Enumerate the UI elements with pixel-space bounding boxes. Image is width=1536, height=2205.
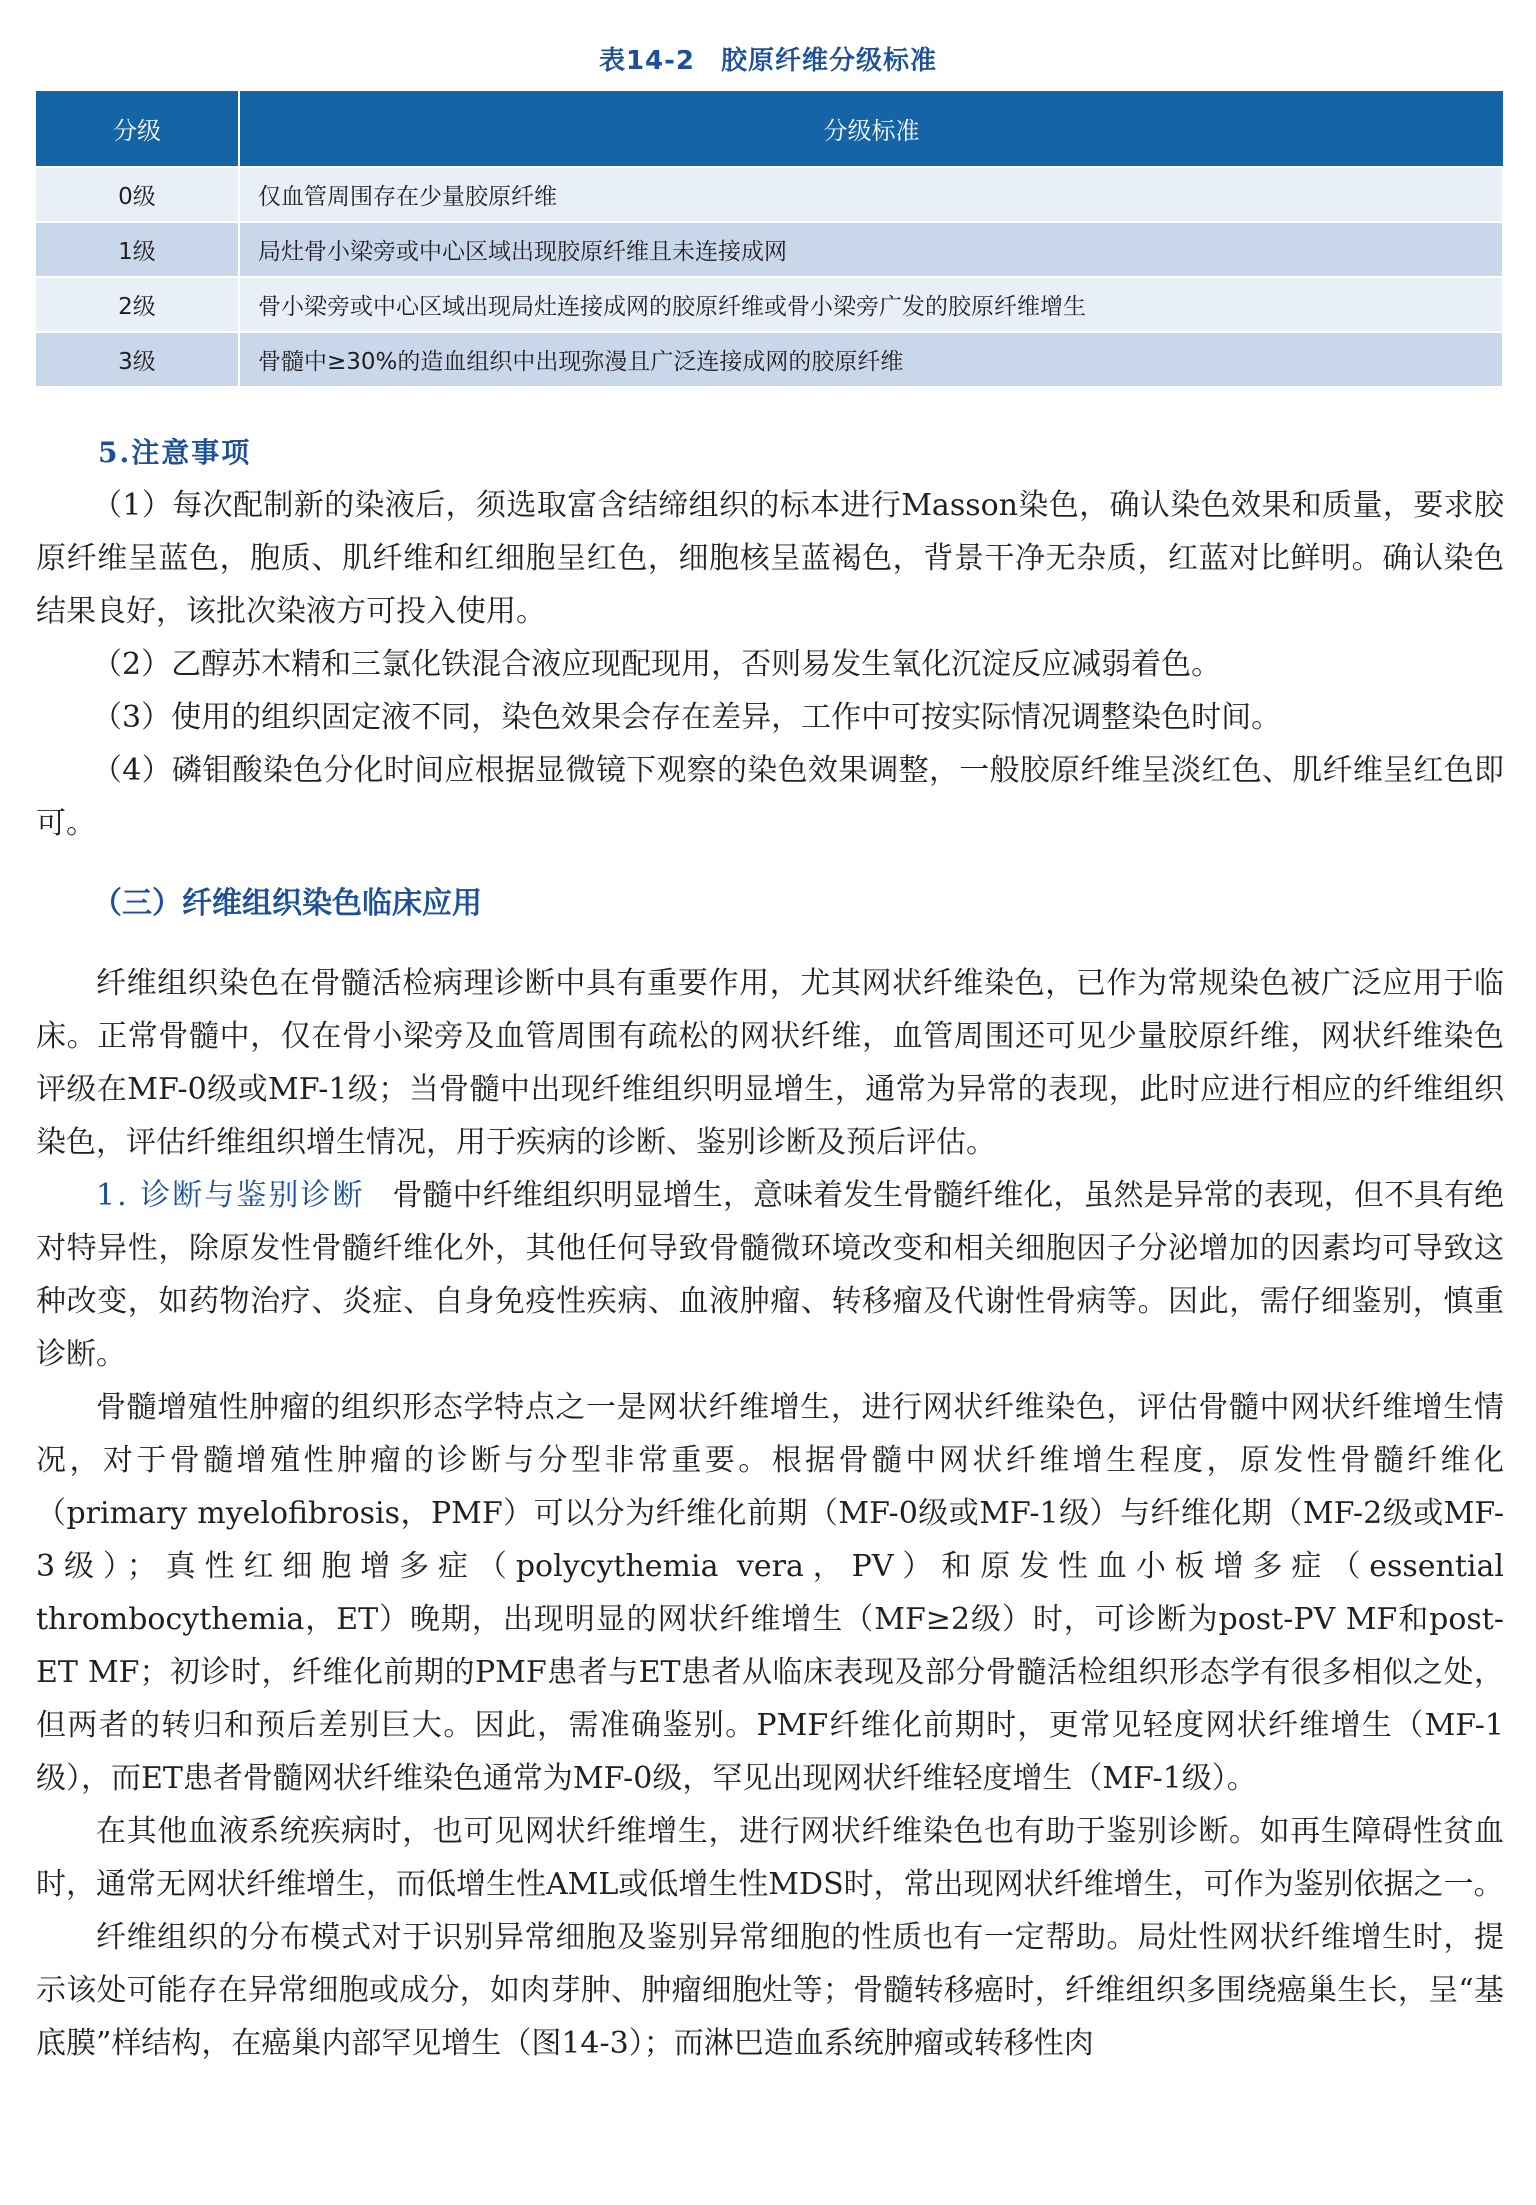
section-heading: （三）纤维组织染色临床应用	[92, 886, 482, 921]
criteria-cell: 骨髓中≥30%的造血组织中出现弥漫且广泛连接成网的胶原纤维	[239, 332, 1503, 386]
table-row	[36, 332, 1503, 386]
grade-cell: 3级	[36, 332, 239, 386]
notes-item-3: （3）使用的组织固定液不同，染色效果会存在差异，工作中可按实际情况调整染色时间。	[92, 700, 1282, 735]
criteria-cell: 仅血管周围存在少量胶原纤维	[239, 167, 1503, 222]
subsection-heading: 1. 诊断与鉴别诊断	[96, 1178, 365, 1213]
body-text	[36, 426, 1504, 2070]
criteria-cell: 骨小梁旁或中心区域出现局灶连接成网的胶原纤维或骨小梁旁广发的胶原纤维增生	[239, 277, 1503, 332]
grade-cell: 0级	[36, 167, 239, 222]
table-number: 表14-2	[598, 46, 696, 76]
notes-item-2: （2）乙醇苏木精和三氯化铁混合液应现配现用，否则易发生氧化沉淀反应减弱着色。	[92, 647, 1222, 682]
table-title: 胶原纤维分级标准	[721, 46, 938, 76]
section-paragraph-2: 骨髓增殖性肿瘤的组织形态学特点之一是网状纤维增生，进行网状纤维染色，评估骨髓中网状纤维增生情况，对于骨髓增殖性肿瘤的诊断与分型非常重要。根据骨髓中网状纤维增生程度，原发性骨髓纤维化（primary myelofibrosis，PMF）可以分为纤维化前期（MF-0级或MF-1级）与纤维化期（MF-2级或MF-3级）；真性红细胞增多症（polycythemia vera，PV）和原发性血小板增多症（essential thrombocythemia，ET）晚期，出现明显的网状纤维增生（MF≥2级）时，可诊断为post-PV MF和post-ET MF；初诊时，纤维化前期的PMF患者与ET患者从临床表现及部分骨髓活检组织形态学有很多相似之处，但两者的转归和预后差别巨大。因此，需准确鉴别。PMF纤维化前期时，更常见轻度网状纤维增生（MF-1级），而ET患者骨髓网状纤维染色通常为MF-0级，罕见出现网状纤维轻度增生（MF-1级）。	[36, 1390, 1504, 1796]
grade-cell: 2级	[36, 277, 239, 332]
header-grade: 分级	[36, 91, 239, 167]
notes-item-1: （1）每次配制新的染液后，须选取富含结缔组织的标本进行Masson染色，确认染色效果和质量，要求胶原纤维呈蓝色，胞质、肌纤维和红细胞呈红色，细胞核呈蓝褐色，背景干净无杂质，红蓝对比鲜明。确认染色结果良好，该批次染液方可投入使用。	[36, 488, 1504, 629]
table-caption	[0, 40, 1536, 77]
section-paragraph-3: 在其他血液系统疾病时，也可见网状纤维增生，进行网状纤维染色也有助于鉴别诊断。如再生障碍性贫血时，通常无网状纤维增生，而低增生性AML或低增生性MDS时，常出现网状纤维增生，可作为鉴别依据之一。	[36, 1814, 1504, 1902]
subsection-paragraph	[36, 1169, 1504, 1381]
criteria-cell: 局灶骨小梁旁或中心区域出现胶原纤维且未连接成网	[239, 222, 1503, 277]
table-row	[36, 277, 1503, 332]
section-paragraph-4: 纤维组织的分布模式对于识别异常细胞及鉴别异常细胞的性质也有一定帮助。局灶性网状纤维增生时，提示该处可能存在异常细胞或成分，如肉芽肿、肿瘤细胞灶等；骨髓转移癌时，纤维组织多围绕癌巢生长，呈“基底膜”样结构，在癌巢内部罕见增生（图14-3）；而淋巴造血系统肿瘤或转移性肉	[36, 1920, 1504, 2061]
grade-cell: 1级	[36, 222, 239, 277]
table-row	[36, 222, 1503, 277]
notes-heading: 5.注意事项	[98, 436, 252, 469]
table-header-row	[36, 91, 1503, 167]
subsection-text: 骨髓中纤维组织明显增生，意味着发生骨髓纤维化，虽然是异常的表现，但不具有绝对特异性，除原发性骨髓纤维化外，其他任何导致骨髓微环境改变和相关细胞因子分泌增加的因素均可导致这种改变，如药物治疗、炎症、自身免疫性疾病、血液肿瘤、转移瘤及代谢性骨病等。因此，需仔细鉴别，慎重诊断。	[36, 1178, 1504, 1372]
section-paragraph-1: 纤维组织染色在骨髓活检病理诊断中具有重要作用，尤其网状纤维染色，已作为常规染色被广泛应用于临床。正常骨髓中，仅在骨小梁旁及血管周围有疏松的网状纤维，血管周围还可见少量胶原纤维，网状纤维染色评级在MF-0级或MF-1级；当骨髓中出现纤维组织明显增生，通常为异常的表现，此时应进行相应的纤维组织染色，评估纤维组织增生情况，用于疾病的诊断、鉴别诊断及预后评估。	[36, 966, 1504, 1160]
notes-item-4: （4）磷钼酸染色分化时间应根据显微镜下观察的染色效果调整，一般胶原纤维呈淡红色、肌纤维呈红色即可。	[36, 753, 1504, 841]
table-row	[36, 167, 1503, 222]
header-criteria: 分级标准	[239, 91, 1503, 167]
collagen-grading-table	[36, 91, 1504, 386]
